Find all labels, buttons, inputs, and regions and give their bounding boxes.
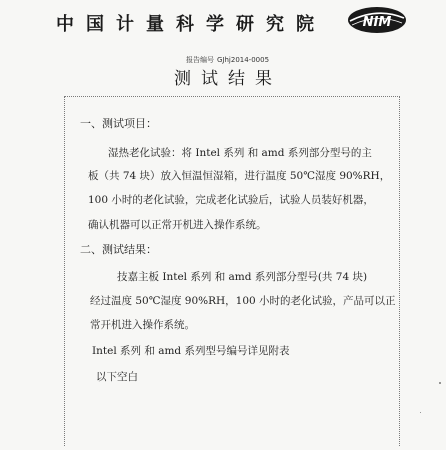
nim-logo-icon [347, 5, 407, 35]
paragraph-line: 确认机器可以正常开机进入操作系统。 [88, 219, 267, 231]
document-title: 测试结果 [174, 69, 282, 89]
paragraph-line: 100 小时的老化试验，完成老化试验后，试验人员装好机器， [88, 194, 374, 206]
paragraph-line: Intel 系列 和 amd 系列型号编号详见附表 [92, 345, 290, 357]
scan-speck [420, 412, 421, 413]
paragraph-line: 湿热老化试验：将 Intel 系列 和 amd 系列部分型号的主 [108, 147, 372, 159]
logo-text: NIM [362, 15, 392, 30]
paragraph-line: 板（共 74 块）放入恒温恒湿箱，进行温度 50℃湿度 90%RH， [88, 170, 391, 182]
scan-speck [439, 382, 441, 384]
section-heading-test-items: 一、测试项目： [80, 117, 157, 130]
paragraph-line: 常开机进入操作系统。 [90, 319, 195, 331]
section-heading-test-results: 二、测试结果： [80, 243, 157, 256]
report-number-label: 报告编号 [186, 56, 214, 64]
paragraph-line: 经过温度 50℃湿度 90%RH，100 小时的老化试验，产品可以正 [90, 295, 396, 307]
report-number-value: GJhj2014-0005 [217, 56, 270, 64]
paragraph-line: 以下空白 [96, 371, 138, 383]
paragraph-line: 技嘉主板 Intel 系列 和 amd 系列部分型号(共 74 块) [117, 271, 368, 283]
institute-name: 中国计量科学研究院 [56, 14, 326, 35]
